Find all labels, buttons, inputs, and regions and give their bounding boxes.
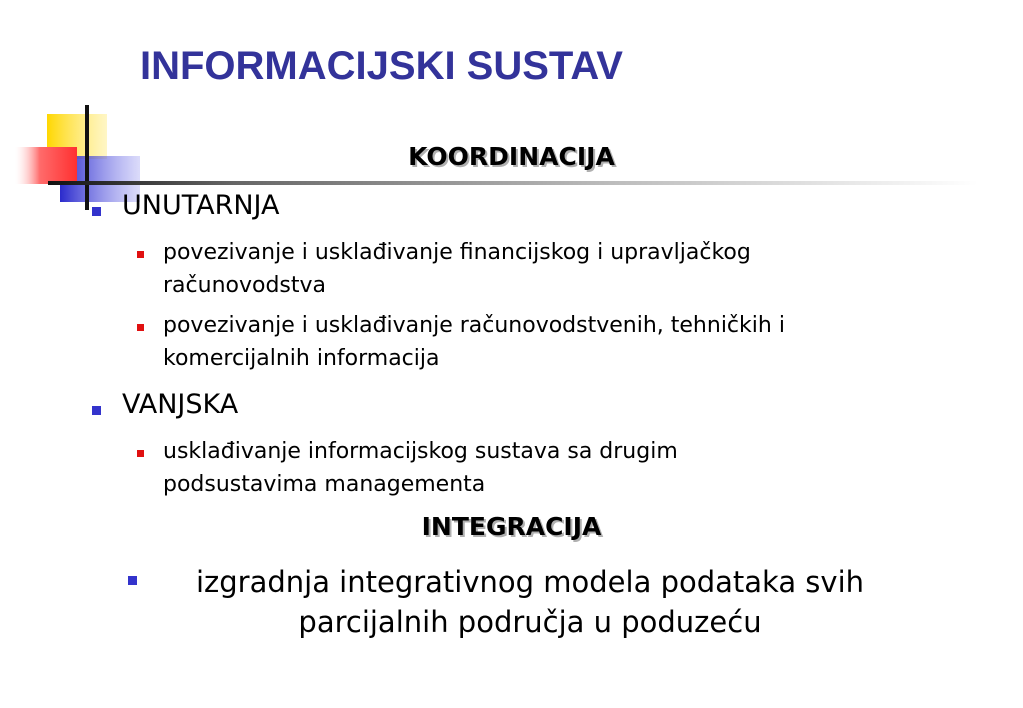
list-subitem [163, 435, 963, 501]
level2-bullet [137, 450, 144, 457]
subitem-line: komercijalnih informacija [163, 346, 440, 371]
subitem-line: povezivanje i usklađivanje financijskog i upravljačkog [163, 240, 751, 265]
heading-integracija: INTEGRACIJA [421, 512, 602, 541]
subitem-line: podsustavima managementa [163, 472, 486, 497]
subitem-line: usklađivanje informacijskog sustava sa drugim [163, 439, 678, 464]
level1-bullet [92, 406, 101, 415]
list-item-unutarnja: UNUTARNJA [122, 190, 280, 221]
heading-koordinacija: KOORDINACIJA [408, 142, 615, 171]
integracija-item [120, 562, 940, 642]
subitem-line: računovodstva [163, 273, 327, 298]
horizontal-rule [48, 181, 978, 185]
level1-bullet [92, 207, 101, 216]
level2-bullet [137, 251, 144, 258]
list-subitem [163, 309, 963, 375]
list-item-vanjska: VANJSKA [122, 389, 239, 420]
level2-bullet [137, 324, 144, 331]
subitem-line: povezivanje i usklađivanje računovodstvenih, tehničkih i [163, 313, 785, 338]
slide-title: INFORMACIJSKI SUSTAV [140, 44, 623, 88]
item-line: parcijalnih područja u poduzeću [298, 605, 762, 639]
item-line: izgradnja integrativnog modela podataka svih [195, 565, 865, 599]
list-subitem [163, 236, 963, 302]
